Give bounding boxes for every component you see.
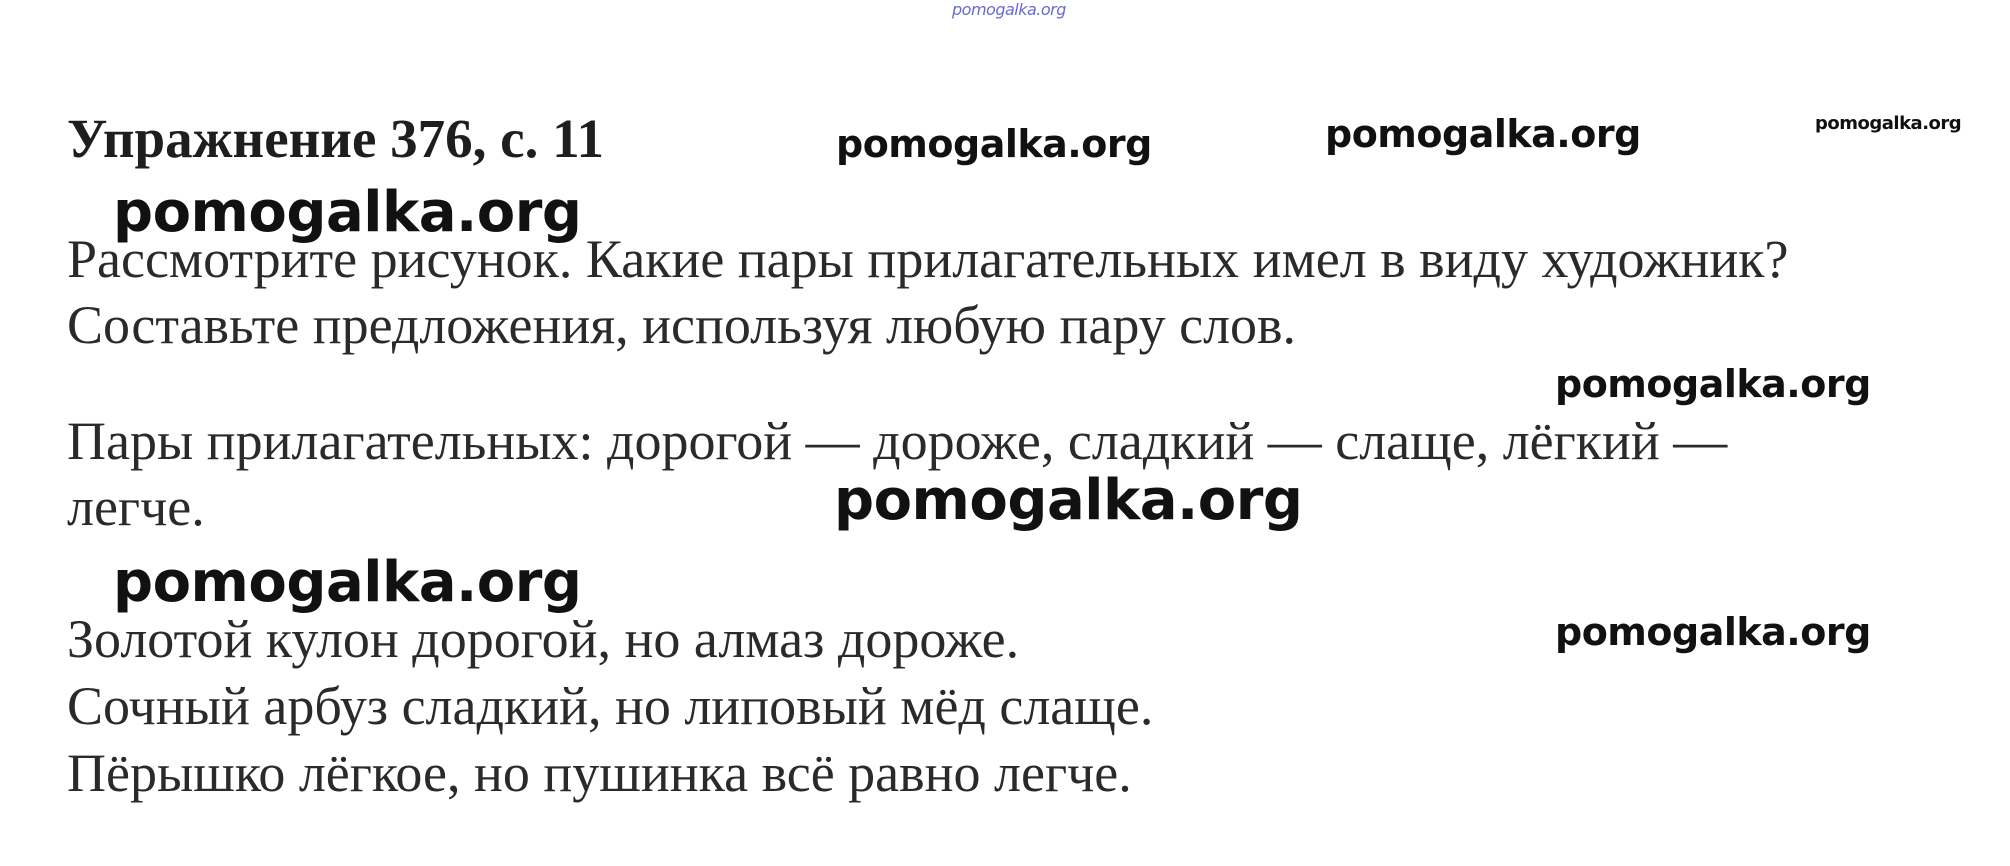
exercise-title: Упражнение 376, с. 11	[67, 108, 605, 169]
watermark: pomogalka.org	[1325, 112, 1641, 156]
sentence-3: Пёрышко лёгкое, но пушинка всё равно легче.	[67, 743, 1132, 803]
watermark: pomogalka.org	[1555, 362, 1871, 406]
watermark: pomogalka.org	[113, 180, 582, 245]
task-line-2: Составьте предложения, используя любую пару слов.	[67, 295, 1297, 355]
watermark: pomogalka.org	[1555, 610, 1871, 654]
watermark: pomogalka.org	[113, 550, 582, 615]
watermark-top: pomogalka.org	[952, 0, 1066, 19]
watermark: pomogalka.org	[834, 468, 1303, 533]
sentence-2: Сочный арбуз сладкий, но липовый мёд слаще.	[67, 676, 1154, 736]
watermark: pomogalka.org	[836, 122, 1152, 166]
pairs-line-2: легче.	[67, 477, 205, 537]
watermark: pomogalka.org	[1815, 113, 1962, 134]
pairs-line-1: Пары прилагательных: дорогой — дороже, сладкий — слаще, лёгкий —	[67, 411, 1728, 471]
task-line-1: Рассмотрите рисунок. Какие пары прилагательных имел в виду художник?	[67, 229, 1789, 289]
sentence-1: Золотой кулон дорогой, но алмаз дороже.	[67, 609, 1020, 669]
